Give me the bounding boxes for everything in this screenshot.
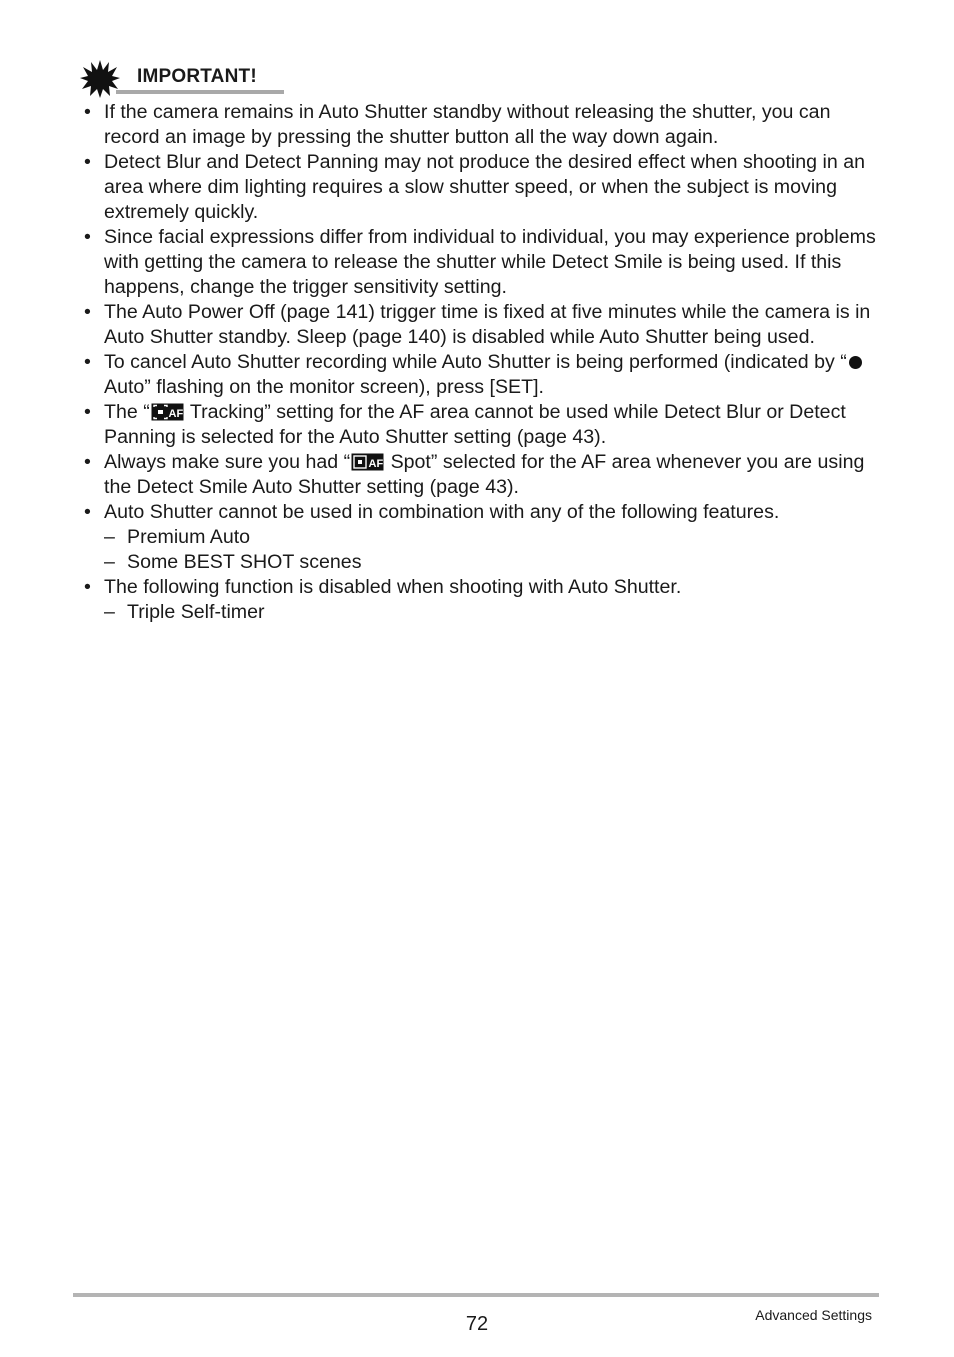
sub-list-item-text: Premium Auto [127, 526, 251, 548]
list-item [84, 100, 884, 150]
record-dot-icon [849, 356, 862, 369]
sub-list [104, 600, 884, 625]
svg-text:AF: AF [368, 458, 384, 470]
dash-mark: – [104, 551, 115, 573]
bullet-mark: • [84, 151, 91, 173]
list-item-text-end: Tracking” setting for the AF area cannot be used while Detect Blur or Detect Panning is selected for the Auto Shutter setting (page 43). [104, 401, 846, 448]
list-item-text: The Auto Power Off (page 141) trigger time is fixed at five minutes while the camera is in Auto Shutter standby. Sleep (page 140) is disabled while Auto Shutter being used. [104, 301, 871, 348]
sub-list-item [104, 550, 884, 575]
sub-list-item [104, 600, 884, 625]
list-item-text: Since facial expressions differ from individual to individual, you may experience problems with getting the camera to release the shutter while Detect Smile is being used. If this happens, change the trigger sensitivity setting. [104, 226, 876, 298]
list-item-text: Detect Blur and Detect Panning may not produce the desired effect when shooting in an area where dim lighting requires a slow shutter speed, or when the subject is moving extremely quickly. [104, 151, 866, 223]
footer-rule [73, 1293, 879, 1297]
list-item [84, 150, 884, 225]
list-item-text-start: Always make sure you had “ [104, 451, 351, 473]
dash-mark: – [104, 526, 115, 548]
list-item [84, 450, 884, 500]
af-spot-icon [351, 453, 384, 471]
list-item [84, 300, 884, 350]
list-item [84, 225, 884, 300]
list-item-text: If the camera remains in Auto Shutter standby without releasing the shutter, you can record an image by pressing the shutter button all the way down again. [104, 101, 831, 148]
important-label: IMPORTANT! [137, 66, 257, 87]
sub-list-item [104, 525, 884, 550]
bullet-mark: • [84, 576, 91, 598]
sub-list-item-text: Some BEST SHOT scenes [127, 551, 362, 573]
list-item-text-start: To cancel Auto Shutter recording while Auto Shutter is being performed (indicated by “ [104, 351, 847, 373]
list-item-text: The following function is disabled when shooting with Auto Shutter. [104, 576, 682, 598]
bullet-mark: • [84, 226, 91, 248]
list-item [84, 350, 884, 400]
page-number: 72 [465, 1313, 489, 1335]
list-item [84, 575, 884, 625]
list-item-text-start: The “ [104, 401, 150, 423]
list-item-text-end: Spot” selected for the AF area whenever you are using the Detect Smile Auto Shutter setting (page 43). [104, 451, 865, 498]
sub-list [104, 525, 884, 575]
list-item-text-end: Auto” flashing on the monitor screen), press [SET]. [104, 376, 544, 398]
important-heading [80, 60, 290, 98]
burst-icon [80, 60, 120, 98]
bullet-mark: • [84, 101, 91, 123]
important-underline [116, 90, 284, 94]
list-item-text: Auto Shutter cannot be used in combination with any of the following features. [104, 501, 780, 523]
list-item [84, 500, 884, 575]
af-tracking-icon [151, 403, 184, 421]
svg-text:AF: AF [168, 408, 183, 420]
bullet-mark: • [84, 401, 91, 423]
sub-list-item-text: Triple Self-timer [127, 601, 265, 623]
bullet-mark: • [84, 501, 91, 523]
bullet-mark: • [84, 451, 91, 473]
bullet-mark: • [84, 351, 91, 373]
important-list [84, 100, 884, 625]
section-name: Advanced Settings [755, 1307, 872, 1323]
dash-mark: – [104, 601, 115, 623]
list-item [84, 400, 884, 450]
bullet-mark: • [84, 301, 91, 323]
